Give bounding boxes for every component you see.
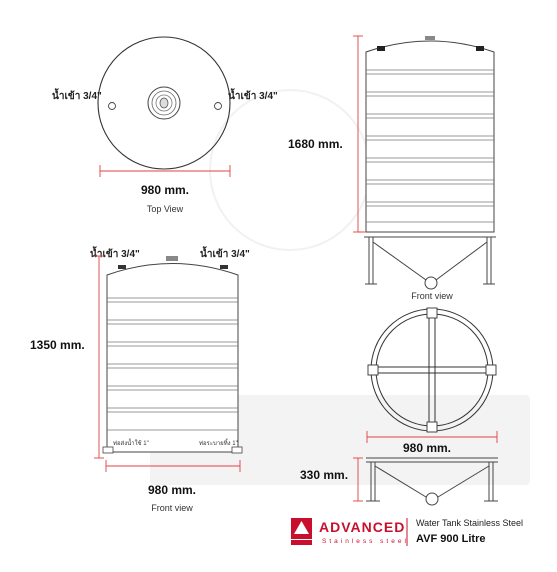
inlet-small-right-icon (220, 265, 228, 269)
brand-name: ADVANCED (319, 519, 406, 535)
top-inlet-right-label: น้ำเข้า 3/4" (228, 91, 278, 102)
top-inlet-left-label: น้ำเข้า 3/4" (52, 91, 102, 102)
outlet-pipe-left-icon (103, 447, 113, 453)
top-view (52, 37, 278, 214)
front-view-large (288, 36, 496, 301)
outlet-right-label: ท่อระบายทิ้ง 1" (199, 441, 238, 447)
top-view-caption: Top View (146, 204, 184, 214)
brand-tagline: Stainless steel (322, 538, 409, 545)
brand-block (291, 518, 523, 546)
foot-right-icon (486, 365, 496, 375)
product-line: Water Tank Stainless Steel (416, 518, 524, 528)
drain-pipe-right-icon (232, 447, 242, 453)
vent-left-icon (377, 46, 385, 51)
foot-bottom-icon (427, 422, 437, 432)
front-small-caption: Front view (151, 503, 193, 513)
front-large-caption: Front view (411, 291, 453, 301)
stand-width-label: 980 mm. (402, 441, 452, 455)
vent-right-icon (476, 46, 484, 51)
inlet-small-left-icon (118, 265, 126, 269)
product-model: AVF 900 Litre (416, 533, 486, 545)
stand-large (364, 232, 496, 289)
stand-height-label: 330 mm. (300, 468, 349, 482)
top-lid-small (166, 256, 178, 261)
tank-body-small (107, 264, 238, 453)
foot-left-icon (368, 365, 378, 375)
top-view-width-label: 980 mm. (140, 183, 190, 197)
front-inlet-right-label: น้ำเข้า 3/4" (200, 249, 250, 260)
outlet-left-label: ท่อส่งน้ำใช้ 1" (113, 441, 149, 447)
front-inlet-left-label: น้ำเข้า 3/4" (90, 249, 140, 260)
front-small-height-label: 1350 mm. (30, 338, 85, 352)
front-small-width-label: 980 mm. (147, 483, 197, 497)
lid-knob-icon (160, 98, 168, 108)
foot-top-icon (427, 308, 437, 318)
inlet-port-right-icon (215, 103, 222, 110)
inlet-port-left-icon (109, 103, 116, 110)
top-lid-large (425, 36, 435, 40)
front-large-height-label: 1680 mm. (288, 137, 343, 151)
